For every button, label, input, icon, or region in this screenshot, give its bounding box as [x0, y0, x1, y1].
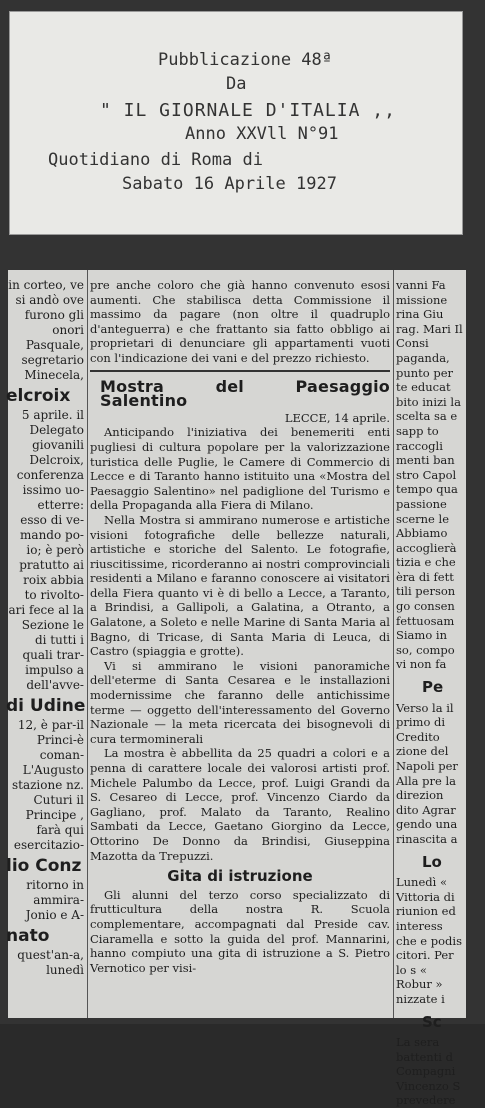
left-text-2: roix abbia to rivolto-ari fece al la Sezione le di tutti i quali trar-impulso a dell'avve- [8, 573, 84, 692]
article-dateline: LECCE, 14 aprile. [284, 410, 390, 425]
column-rule-right [393, 270, 394, 1018]
label-line-5: Quotidiano di Roma di [48, 150, 263, 170]
article-paragraph-2: Nella Mostra si ammirano numerose e artistiche visioni fotografiche delle bellezze naturali, artistiche e storiche del Salento. Le fotografie, riuscitissime, ricorderanno ai nostri comprovinciali residenti a Milano e faranno conoscere ai visitatori della Fiera quanto vi è di bello a Lecce, a Taranto, a Brindisi, a Gallipoli, a Galatina, a Otranto, a Galatone, a Soleto e nelle Marine di Santa Maria al Bagno, di Tricase, di Santa Maria di Leuca, di Castro (spiaggia e grotte). [90, 512, 390, 659]
left-heading-4: nato [6, 926, 50, 946]
right-column [396, 278, 466, 1108]
newspaper-clipping [6, 270, 466, 1108]
left-top-lines: in corteo, ve si andò ove furono gli onori Pasquale, segretario Minecela, [8, 278, 84, 382]
publication-label [10, 12, 462, 234]
left-heading-1: elcroix [6, 386, 71, 406]
label-line-1: Pubblicazione 48ª [158, 50, 332, 70]
second-article-title: Gita di istruzione [167, 867, 313, 886]
article-paragraph-4: La mostra è abbellita da 25 quadri a colori e a penna di carattere locale dei valorosi artisti prof. Michele Palumbo da Lecce, prof. Luigi Grandi da S. Cesareo di Lecce, prof. Vincenzo Ciardo da Gagliano, prof. Malato da Taranto, Realino Sambati da Lecce, Gaetano Giorgino da Lecce, Ottorino De Donno da Brindisi, Giuseppina Mazotta da Trepuzzi. [90, 746, 390, 863]
right-text-1: vanni Fa missione rina Giu rag. Mari Il Consi paganda, punto per te educat bito inizi la scelta sa e sapp to raccogli menti ban stro Capol tempo qua passione scerne le Abbiamo accoglierà tizia e che èra di fett tili person go consen fettuosam Siamo in so, compo vi non fa [396, 278, 463, 672]
label-line-4: Anno XXVll N°91 [185, 124, 339, 144]
left-text-4: ritorno in ammira-Jonio e A- [25, 878, 84, 922]
right-heading-2: Lo [422, 852, 442, 871]
article-paragraph-3: Vi si ammirano le visioni panoramiche dell'eterme di Santa Cesarea e le installazioni modernissime che faranno delle antichissime terme — oggetto dell'interessamento del Governo Nazionale — la meta ricercata dei bisognevoli di cura termominerali [90, 658, 390, 746]
label-line-2: Da [226, 74, 247, 94]
left-heading-2: di Udine [6, 696, 86, 716]
left-heading-3: lio Conz [6, 856, 82, 876]
previous-article-snippet: pre anche coloro che già hanno convenuto esosi aumenti. Che stabilisca detta Commissione il massimo da pagare (non oltre il quadruplo d'anteguerra) e che frattanto sia fatto obbligo ai proprietari di denunciare gli appartamenti vuoti con l'indicazione dei vani e del prezzo richiesto. [90, 278, 390, 372]
left-text-5: quest'an-a, lunedì [17, 948, 84, 977]
article-paragraph-1: Anticipando l'iniziativa dei benemeriti enti pugliesi di cultura popolare per la valorizzazione turistica delle Puglie, le Camere di Commercio di Lecce e di Taranto hanno istituito una «Mostra del Paesaggio Salentino» nel padiglione del Turismo e della Propaganda alla Fiera di Milano. [90, 425, 390, 513]
right-text-3: Lunedì « Vittoria di riunion ed interess che e podis citori. Per lo s « Robur » nizzate i [396, 875, 462, 1006]
label-line-3: " IL GIORNALE D'ITALIA ,, [100, 100, 396, 121]
column-rule-left [87, 270, 88, 1018]
main-column [90, 278, 390, 1018]
label-line-6: Sabato 16 Aprile 1927 [122, 174, 337, 194]
right-heading-1: Pe [422, 678, 444, 697]
second-article-paragraph: Gli alunni del terzo corso specializzato di frutticultura della nostra R. Scuola complementare, accompagnati dal Preside cav. Ciaramella e sotto la guida del prof. Mannarini, hanno compiuto una gita di istruzione a S. Pietro Vernotico per visi- [90, 887, 390, 975]
left-text-3: 12, è par-il Princi-è coman-L'Augusto stazione nz. Cuturi il Principe , farà qui esercitazio- [11, 718, 84, 852]
article-title: Mostra del Paesaggio Salentino [100, 376, 390, 411]
right-text-2: Verso la il primo di Credito zione del Napoli per Alla pre la direzion dito Agrar gendo una rinascita a [396, 700, 458, 846]
right-heading-3: Sc [422, 1012, 442, 1031]
left-column [8, 278, 86, 1018]
left-text-1: 5 aprile. il Delegato giovanili Delcroix, conferenza issimo uo-etterre: esso di ve-mando po-io; è però pratutto ai [16, 408, 84, 572]
right-text-4: La sera battenti d Compagni Vincenzo S prevedere [396, 1035, 461, 1108]
